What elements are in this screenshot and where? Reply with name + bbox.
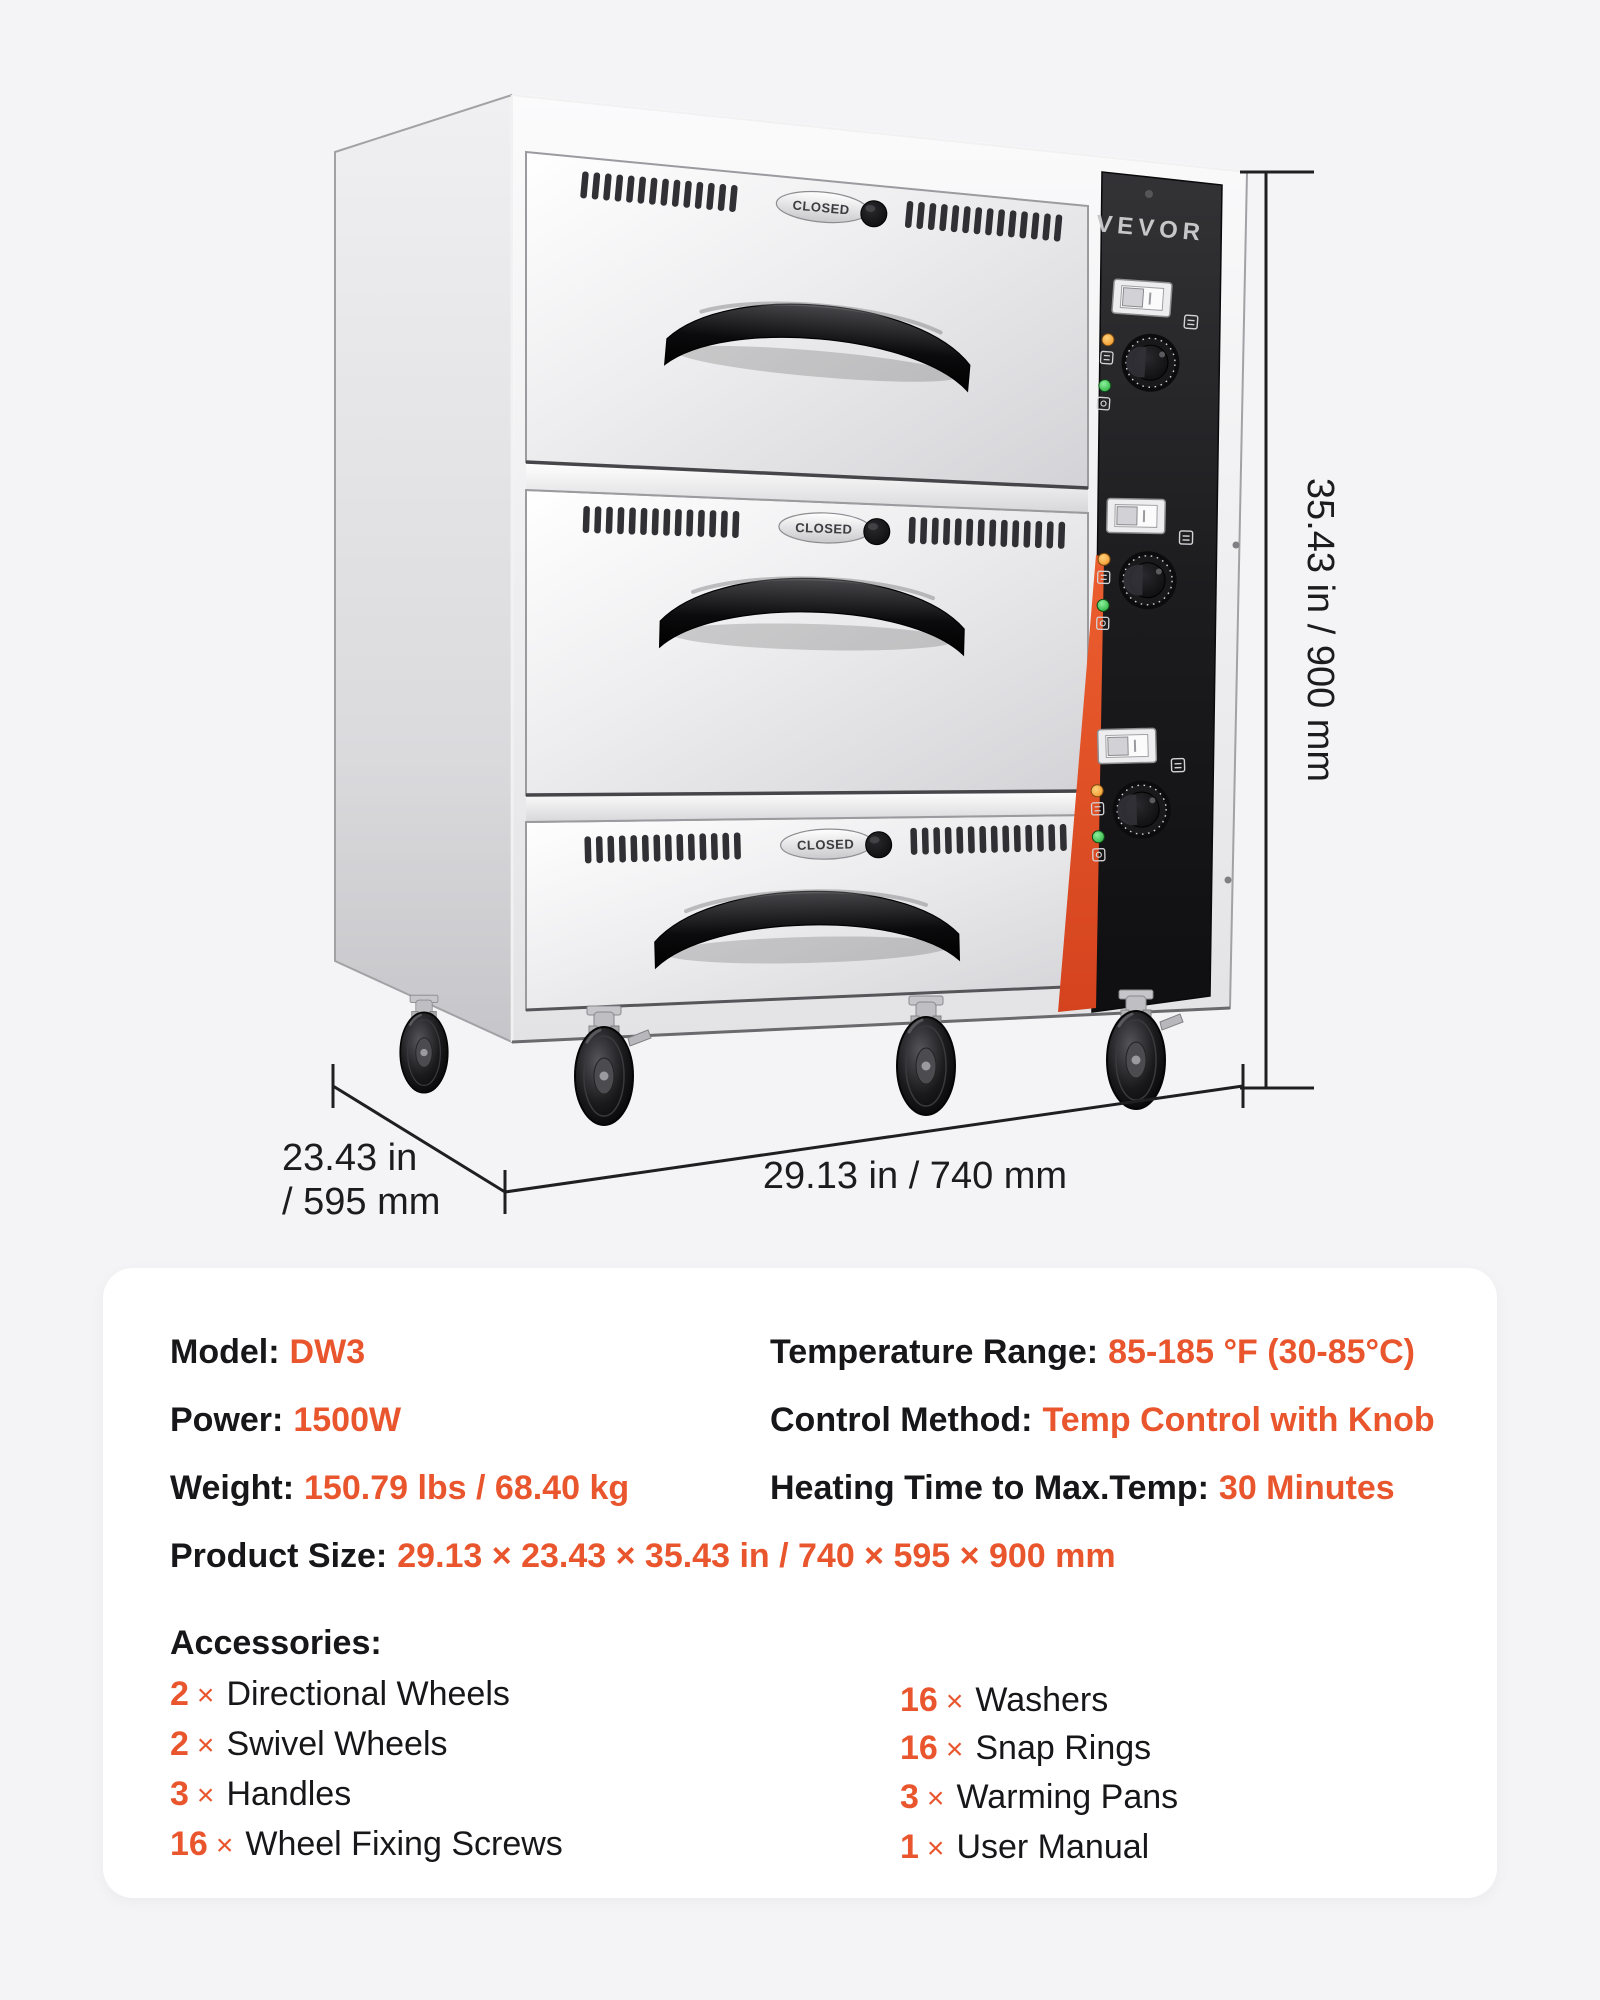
dim-width-label: 29.13 in / 740 mm — [762, 1155, 1068, 1197]
times-symbol: × — [215, 1829, 234, 1862]
times-symbol: × — [945, 1733, 964, 1766]
accessory-qty: 3 — [900, 1778, 919, 1816]
accessory-item — [170, 1724, 448, 1766]
spec-product-size — [170, 1536, 1116, 1576]
accessory-qty: 16 — [900, 1681, 938, 1719]
accessory-item — [900, 1728, 1151, 1770]
product-dimension-diagram: CLOSED VEVOR 35.43 in / 900 mm 23.43 in / 595 mm 29.13 in / 740 mm — [270, 21, 1341, 1223]
dim-depth-label-line1: 23.43 in — [282, 1137, 418, 1179]
accessory-qty: 2 — [170, 1675, 189, 1713]
accessory-item — [900, 1680, 1108, 1722]
spec-label: Product Size: — [170, 1537, 388, 1575]
accessory-item — [170, 1674, 510, 1716]
spec-value: 1500W — [293, 1401, 402, 1439]
accessories-title: Accessories: — [170, 1624, 382, 1662]
spec-value: DW3 — [289, 1333, 366, 1371]
accessory-item — [170, 1774, 351, 1816]
times-symbol: × — [926, 1832, 945, 1865]
accessory-qty: 2 — [170, 1725, 189, 1763]
spec-weight — [170, 1468, 629, 1508]
cabinet-side-panel — [335, 95, 512, 1042]
accessory-name: Warming Pans — [956, 1778, 1179, 1816]
spec-value: 85-185 °F (30-85°C) — [1108, 1333, 1416, 1371]
accessory-name: Handles — [226, 1775, 352, 1813]
accessory-name: Snap Rings — [975, 1729, 1152, 1767]
screw — [1225, 877, 1232, 884]
accessory-name: Swivel Wheels — [226, 1725, 448, 1763]
spec-control-method — [770, 1400, 1435, 1440]
spec-label: Model: — [170, 1333, 280, 1371]
panel-brand-logo: VEVOR — [1095, 210, 1207, 247]
accessory-name: Directional Wheels — [226, 1675, 510, 1713]
spec-value: 29.13 × 23.43 × 35.43 in / 740 × 595 × 900 mm — [397, 1537, 1116, 1575]
dim-depth-label-line2: / 595 mm — [282, 1181, 441, 1223]
spec-label: Temperature Range: — [770, 1333, 1099, 1371]
spec-label: Power: — [170, 1401, 284, 1439]
accessory-item — [170, 1824, 563, 1866]
accessory-name: Washers — [975, 1681, 1109, 1719]
spec-value: 150.79 lbs / 68.40 kg — [304, 1469, 630, 1507]
spec-label: Weight: — [170, 1469, 295, 1507]
spec-temperature-range — [770, 1332, 1415, 1372]
accessory-qty: 16 — [170, 1825, 208, 1863]
dim-height-label: 35.43 in / 900 mm — [1299, 477, 1341, 783]
spec-value: 30 Minutes — [1218, 1469, 1395, 1507]
times-symbol: × — [196, 1729, 215, 1762]
accessory-item — [900, 1827, 1149, 1869]
accessory-name: Wheel Fixing Screws — [245, 1825, 563, 1863]
times-symbol: × — [196, 1679, 215, 1712]
screw — [1233, 542, 1240, 549]
times-symbol: × — [196, 1779, 215, 1812]
times-symbol: × — [926, 1782, 945, 1815]
spec-heating-time — [770, 1468, 1395, 1508]
accessory-qty: 1 — [900, 1828, 919, 1866]
screw — [1145, 190, 1154, 199]
spec-value: Temp Control with Knob — [1042, 1401, 1435, 1439]
spec-label: Control Method: — [770, 1401, 1033, 1439]
brake-lever — [1160, 1014, 1183, 1030]
accessory-qty: 3 — [170, 1775, 189, 1813]
accessory-qty: 16 — [900, 1729, 938, 1767]
accessory-item — [900, 1777, 1178, 1819]
spec-label: Heating Time to Max.Temp: — [770, 1469, 1209, 1507]
accessory-name: User Manual — [956, 1828, 1150, 1866]
warming-drawer-cabinet — [335, 95, 1247, 1125]
spec-model — [170, 1332, 365, 1372]
spec-card — [103, 1268, 1497, 1898]
spec-power — [170, 1400, 401, 1440]
times-symbol: × — [945, 1685, 964, 1718]
